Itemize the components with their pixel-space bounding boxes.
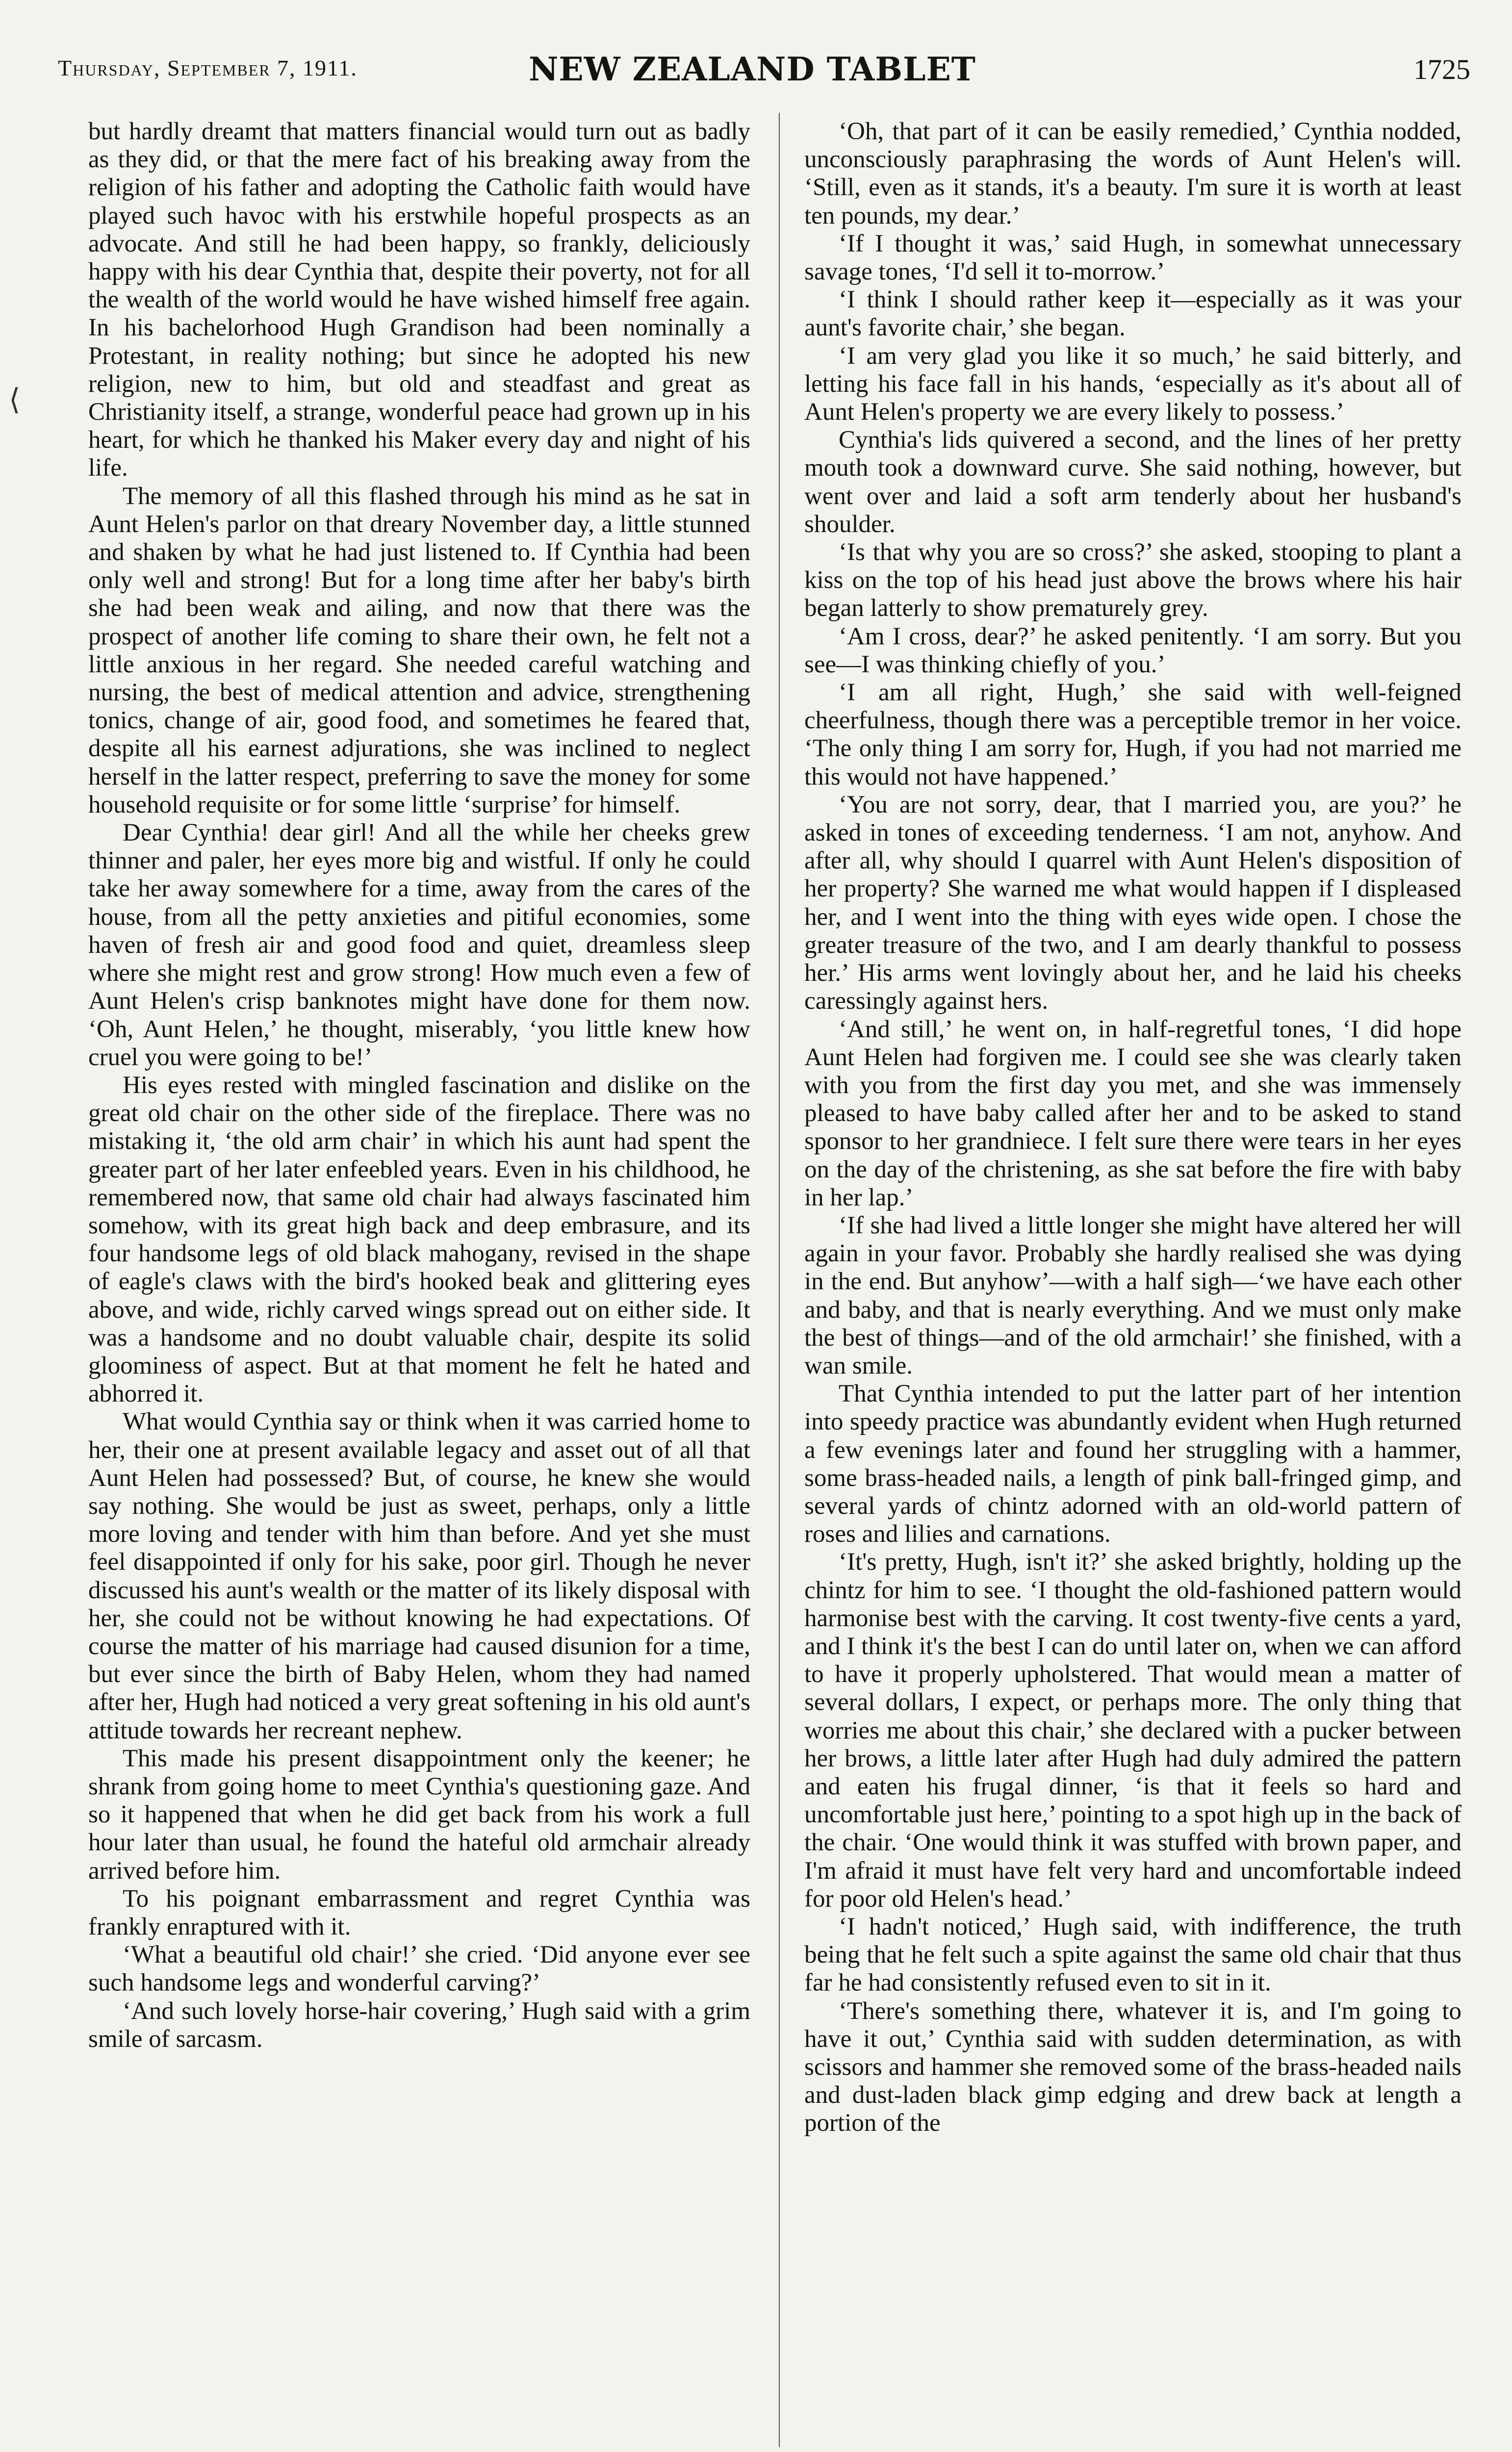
- paragraph: His eyes rested with mingled fascination and dislike on the great old chair on the other side of the fireplace. There was no mistaking it, ‘the old arm chair’ in which his aunt had spent the greater part of her later enfeebled years. Even in his childhood, he remembered now, that same old chair had always fascinated him somehow, with its great high back and deep embrasure, and its four handsome legs of old black mahogany, revised in the shape of eagle's claws with the bird's hooked beak and glittering eyes above, and wide, richly carved wings spread out on either side. It was a handsome and no doubt valuable chair, despite its solid gloominess of aspect. But at that moment he felt he hated and abhorred it.: [88, 1071, 750, 1408]
- paragraph: but hardly dreamt that matters financial would turn out as badly as they did, or that the mere fact of his breaking away from the religion of his father and adopting the Catholic faith would have played such havoc with his erstwhile hopeful prospects as an advocate. And still he had been happy, so frankly, deliciously happy with his dear Cynthia that, despite their poverty, not for all the wealth of the world would he have wished himself free again. In his bachelorhood Hugh Grandison had been nominally a Protestant, in reality nothing; but since he adopted his new religion, new to him, but old and steadfast and great as Christianity itself, a strange, wonderful peace had grown up in his heart, for which he thanked his Maker every day and night of his life.: [88, 118, 750, 482]
- paragraph: Cynthia's lids quivered a second, and the lines of her pretty mouth took a downward curve. She said nothing, however, but went over and laid a soft arm tenderly about her husband's shoulder.: [804, 426, 1461, 538]
- paragraph: ‘Is that why you are so cross?’ she asked, stooping to plant a kiss on the top of his head just above the brows where his hair began latterly to show prematurely grey.: [804, 538, 1461, 622]
- paragraph: ‘If I thought it was,’ said Hugh, in somewhat unnecessary savage tones, ‘I'd sell it to-morrow.’: [804, 230, 1461, 286]
- right-column: [804, 118, 1461, 2442]
- paragraph: That Cynthia intended to put the latter part of her intention into speedy practice was abundantly evident when Hugh returned a few evenings later and found her struggling with a hammer, some brass-headed nails, a length of pink ball-fringed gimp, and several yards of chintz adorned with an old-world pattern of roses and lilies and carnations.: [804, 1380, 1461, 1548]
- paragraph: ‘I think I should rather keep it—especially as it was your aunt's favorite chair,’ she began.: [804, 286, 1461, 342]
- left-column: [88, 118, 750, 2442]
- paragraph: ‘And still,’ he went on, in half-regretful tones, ‘I did hope Aunt Helen had forgiven me. I could see she was clearly taken with you from the first day you met, and she was immensely pleased to have baby called after her and to be asked to stand sponsor to her grandniece. I felt sure there were tears in her eyes on the day of the christening, as she sat before the fire with baby in her lap.’: [804, 1015, 1461, 1211]
- page-header: [58, 50, 1470, 88]
- paragraph: ‘If she had lived a little longer she might have altered her will again in your favor. Probably she hardly realised she was dying in the end. But anyhow’—with a half sigh—‘we have each other and baby, and that is nearly everything. And we must only make the best of things—and of the old armchair!’ she finished, with a wan smile.: [804, 1211, 1461, 1379]
- margin-mark: ⟨: [9, 383, 21, 417]
- paragraph: ‘It's pretty, Hugh, isn't it?’ she asked brightly, holding up the chintz for him to see. ‘I thought the old-fashioned pattern would harmonise best with the carving. It cost twenty-five cents a yard, and I think it's the best I can do until later on, when we can afford to have it properly upholstered. That would mean a matter of several dollars, I expect, or perhaps more. The only thing that worries me about this chair,’ she declared with a pucker between her brows, a little later after Hugh had duly admired the pattern and eaten his frugal dinner, ‘is that it feels so hard and uncomfortable just here,’ pointing to a spot high up in the back of the chair. ‘One would think it was stuffed with brown paper, and I'm afraid it must have felt very hard and uncomfortable indeed for poor old Helen's head.’: [804, 1548, 1461, 1913]
- paragraph: ‘I am very glad you like it so much,’ he said bitterly, and letting his face fall in his hands, ‘especially as it's about all of Aunt Helen's property we are every likely to possess.’: [804, 342, 1461, 426]
- page-number: 1725: [1413, 53, 1470, 85]
- paragraph: ‘I am all right, Hugh,’ she said with well-feigned cheerfulness, though there was a perceptible tremor in her voice. ‘The only thing I am sorry for, Hugh, if you had not married me this would not have happened.’: [804, 679, 1461, 791]
- paragraph: ‘And such lovely horse-hair covering,’ Hugh said with a grim smile of sarcasm.: [88, 1997, 750, 2053]
- paragraph: The memory of all this flashed through his mind as he sat in Aunt Helen's parlor on that dreary November day, a little stunned and shaken by what he had just listened to. If Cynthia had been only well and strong! But for a long time after her baby's birth she had been weak and ailing, and now that there was the prospect of another life coming to share their own, he felt not a little anxious in her regard. She needed careful watching and nursing, the best of medical attention and advice, strengthening tonics, change of air, good food, and sometimes he feared that, despite all his earnest adjurations, she was inclined to neglect herself in the latter respect, preferring to save the money for some household requisite or for some little ‘surprise’ for himself.: [88, 482, 750, 818]
- issue-date: Thursday, September 7, 1911.: [58, 55, 358, 80]
- paragraph: This made his present disappointment only the keener; he shrank from going home to meet Cynthia's questioning gaze. And so it happened that when he did get back from his work a full hour later than usual, he found the hateful old armchair already arrived before him.: [88, 1744, 750, 1885]
- paragraph: To his poignant embarrassment and regret Cynthia was frankly enraptured with it.: [88, 1885, 750, 1941]
- paragraph: ‘You are not sorry, dear, that I married you, are you?’ he asked in tones of exceeding tenderness. ‘I am not, anyhow. And after all, why should I quarrel with Aunt Helen's disposition of her property? She warned me what would happen if I displeased her, and I went into the thing with eyes wide open. I chose the greater treasure of the two, and I am dearly thankful to possess her.’ His arms went lovingly about her, and he laid his cheeks caressingly against hers.: [804, 791, 1461, 1015]
- paragraph: ‘I hadn't noticed,’ Hugh said, with indifference, the truth being that he felt such a spite against the same old chair that thus far he had consistently refused even to sit in it.: [804, 1913, 1461, 1997]
- paragraph: What would Cynthia say or think when it was carried home to her, their one at present available legacy and asset out of all that Aunt Helen had possessed? But, of course, he knew she would say nothing. She would be just as sweet, perhaps, only a little more loving and tender with him than before. And yet she must feel disappointed if only for his sake, poor girl. Though he never discussed his aunt's wealth or the matter of its likely disposal with her, she could not be without knowing he had expectations. Of course the matter of his marriage had caused disunion for a time, but ever since the birth of Baby Helen, whom they had named after her, Hugh had noticed a very great softening in his old aunt's attitude towards her recreant nephew.: [88, 1408, 750, 1744]
- paragraph: ‘Oh, that part of it can be easily remedied,’ Cynthia nodded, unconsciously paraphrasing the words of Aunt Helen's will. ‘Still, even as it stands, it's a beauty. I'm sure it is worth at least ten pounds, my dear.’: [804, 118, 1461, 230]
- paragraph: ‘What a beautiful old chair!’ she cried. ‘Did anyone ever see such handsome legs and wonderful carving?’: [88, 1941, 750, 1997]
- newspaper-title: NEW ZEALAND TABLET: [529, 50, 976, 88]
- paragraph: ‘Am I cross, dear?’ he asked penitently. ‘I am sorry. But you see—I was thinking chiefly of you.’: [804, 622, 1461, 678]
- paragraph: Dear Cynthia! dear girl! And all the while her cheeks grew thinner and paler, her eyes more big and wistful. If only he could take her away somewhere for a time, away from the cares of the house, from all the petty anxieties and pitiful economies, some haven of fresh air and good food and quiet, dreamless sleep where she might rest and grow strong! How much even a few of Aunt Helen's crisp banknotes might have done for them now. ‘Oh, Aunt Helen,’ he thought, miserably, ‘you little knew how cruel you were going to be!’: [88, 819, 750, 1071]
- paragraph: ‘There's something there, whatever it is, and I'm going to have it out,’ Cynthia said with sudden determination, as with scissors and hammer she removed some of the brass-headed nails and dust-laden black gimp edging and drew back at length a portion of the: [804, 1997, 1461, 2137]
- column-divider: [779, 113, 780, 2447]
